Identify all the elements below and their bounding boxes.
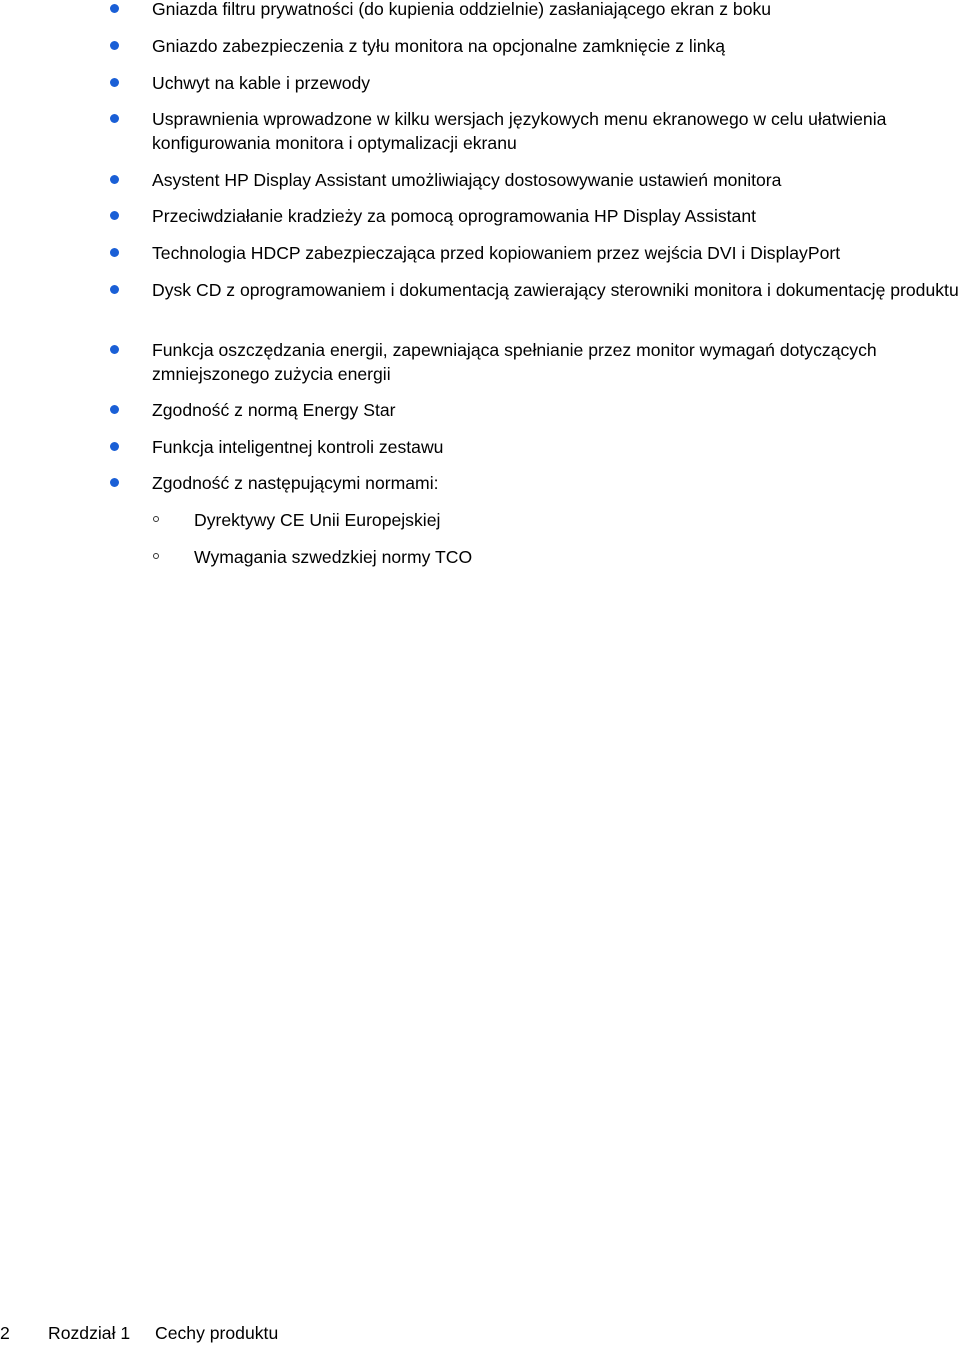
list-item-text: Dysk CD z oprogramowaniem i dokumentacją zawierający sterowniki monitora i dokumentację produktu xyxy=(152,280,959,300)
chapter-label: Rozdział 1 xyxy=(48,1323,131,1343)
list-item-text: Gniazdo zabezpieczenia z tyłu monitora na opcjonalne zamknięcie z linką xyxy=(152,36,726,56)
list-item-text: Zgodność z normą Energy Star xyxy=(152,400,396,420)
list-item-text: Usprawnienia wprowadzone w kilku wersjach językowych menu ekranowego w celu ułatwienia konfigurowania monitora i optymalizacji ekranu xyxy=(152,109,887,153)
hollow-bullet-icon xyxy=(153,553,159,559)
bullet-icon xyxy=(110,114,119,123)
bullet-icon xyxy=(110,345,119,354)
bullet-icon xyxy=(110,41,119,50)
list-item-text: Przeciwdziałanie kradzieży za pomocą oprogramowania HP Display Assistant xyxy=(152,206,757,226)
list-item-text: Funkcja inteligentnej kontroli zestawu xyxy=(152,437,444,457)
bullet-icon xyxy=(110,248,119,257)
chapter-title: Cechy produktu xyxy=(155,1323,279,1343)
bullet-icon xyxy=(110,285,119,294)
page-number: 2 xyxy=(0,1323,10,1343)
list-item-text: Technologia HDCP zabezpieczająca przed kopiowaniem przez wejścia DVI i DisplayPort xyxy=(152,243,841,263)
sub-list-item-text: Wymagania szwedzkiej normy TCO xyxy=(194,547,473,567)
list-item-text: Uchwyt na kable i przewody xyxy=(152,73,371,93)
list-item-text: Zgodność z następującymi normami: xyxy=(152,473,439,493)
hollow-bullet-icon xyxy=(153,516,159,522)
bullet-icon xyxy=(110,175,119,184)
bullet-icon xyxy=(110,211,119,220)
list-item-text: Gniazda filtru prywatności (do kupienia oddzielnie) zasłaniającego ekran z boku xyxy=(152,0,772,19)
bullet-icon xyxy=(110,442,119,451)
page-footer xyxy=(0,1320,960,1346)
bullet-icon xyxy=(110,78,119,87)
bullet-icon xyxy=(110,478,119,487)
sub-list-item-text: Dyrektywy CE Unii Europejskiej xyxy=(194,510,441,530)
bullet-icon xyxy=(110,4,119,13)
list-item-text: Funkcja oszczędzania energii, zapewniająca spełnianie przez monitor wymagań dotyczących zmniejszonego zużycia energii xyxy=(152,340,877,384)
list-item-text: Asystent HP Display Assistant umożliwiający dostosowywanie ustawień monitora xyxy=(152,170,782,190)
bullet-icon xyxy=(110,405,119,414)
